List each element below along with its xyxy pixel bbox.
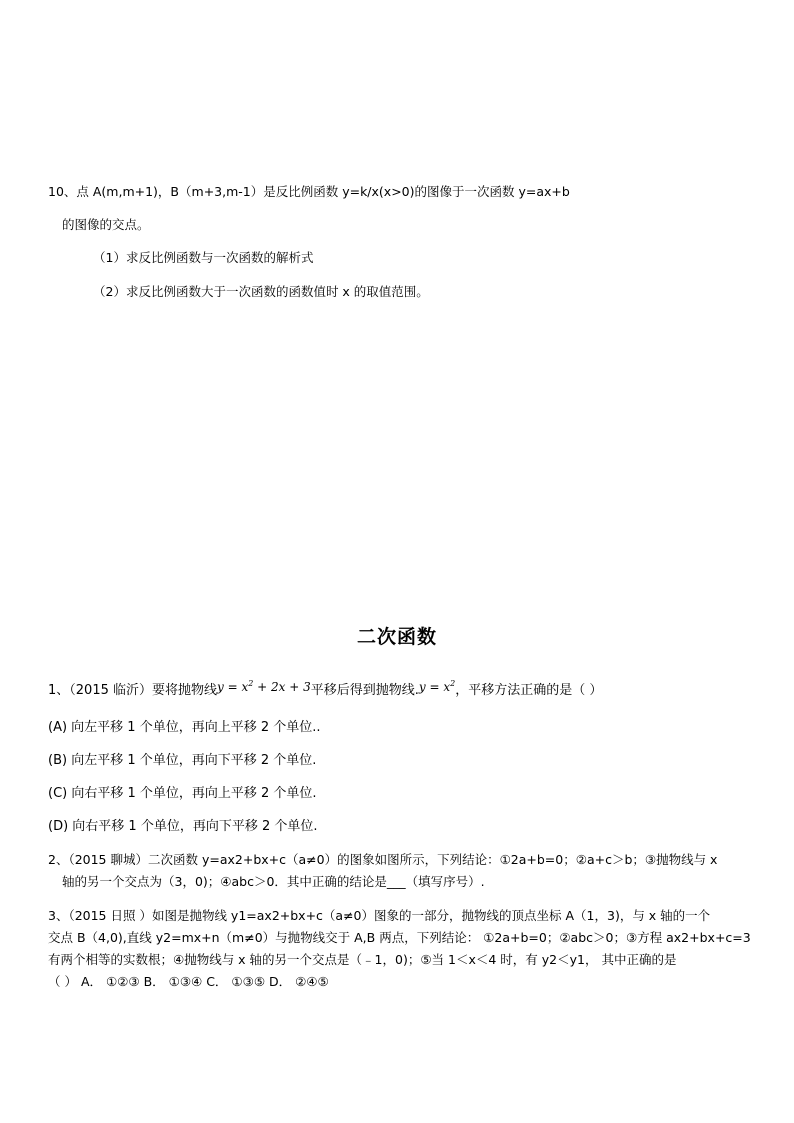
q1-option-a: (A) 向左平移 1 个单位，再向上平移 2 个单位.. <box>48 720 321 735</box>
q3-line2: 交点 B（4,0),直线 y2=mx+n（m≠0）与抛物线交于 A,B 两点，下列结论： ①2a+b=0；②abc＞0；③方程 ax2+bx+c=3 <box>48 930 751 945</box>
q1-stem: 1、（2015 临沂）要将抛物线$y = x^2 + 2x + 3$平移后得到抛物线$.y = x^2$，平移方法正确的是（ ） <box>48 679 603 698</box>
q10-subquestion-2: （2）求反比例函数大于一次函数的函数值时 x 的取值范围。 <box>93 284 429 299</box>
q10-line2: 的图像的交点。 <box>62 217 150 232</box>
q1-middle: 平移后得到抛物线 <box>310 683 415 698</box>
q3-line4: （ ） A． ①②③ B． ①③④ C． ①③⑤ D． ②④⑤ <box>48 974 329 989</box>
q1-formula-target: $y = x^2$ <box>418 679 456 694</box>
q1-option-b: (B) 向左平移 1 个单位，再向下平移 2 个单位. <box>48 753 317 768</box>
q1-option-c: (C) 向右平移 1 个单位，再向上平移 2 个单位. <box>48 786 317 801</box>
q2-line2: 轴的另一个交点为（3，0)；④abc＞0．其中正确的结论是___（填写序号）. <box>62 874 485 889</box>
q2-line1: 2、（2015 聊城）二次函数 y=ax2+bx+c（a≠0）的图象如图所示，下列结论：①2a+b=0；②a+c＞b；③抛物线与 x <box>48 852 718 867</box>
q1-formula-original: $y = x^2 + 2x + 3$ <box>217 679 311 694</box>
q1-option-d: (D) 向右平移 1 个单位，再向下平移 2 个单位. <box>48 819 318 834</box>
q1-suffix: ，平移方法正确的是（ ） <box>455 683 603 698</box>
q3-line1: 3、（2015 日照 ）如图是抛物线 y1=ax2+bx+c（a≠0）图象的一部分，抛物线的顶点坐标 A（1，3)，与 x 轴的一个 <box>48 908 711 923</box>
q1-prefix: 1、（2015 临沂）要将抛物线 <box>48 683 217 698</box>
q10-line1: 10、点 A(m,m+1)，B（m+3,m-1）是反比例函数 y=k/x(x>0)的图像于一次函数 y=ax+b <box>48 184 570 199</box>
section-title: 二次函数 <box>356 626 437 648</box>
q10-subquestion-1: （1）求反比例函数与一次函数的解析式 <box>93 250 314 265</box>
q3-line3: 有两个相等的实数根；④抛物线与 x 轴的另一个交点是（﹣1，0)；⑤当 1＜x＜4 时，有 y2＜y1， 其中正确的是 <box>48 952 677 967</box>
